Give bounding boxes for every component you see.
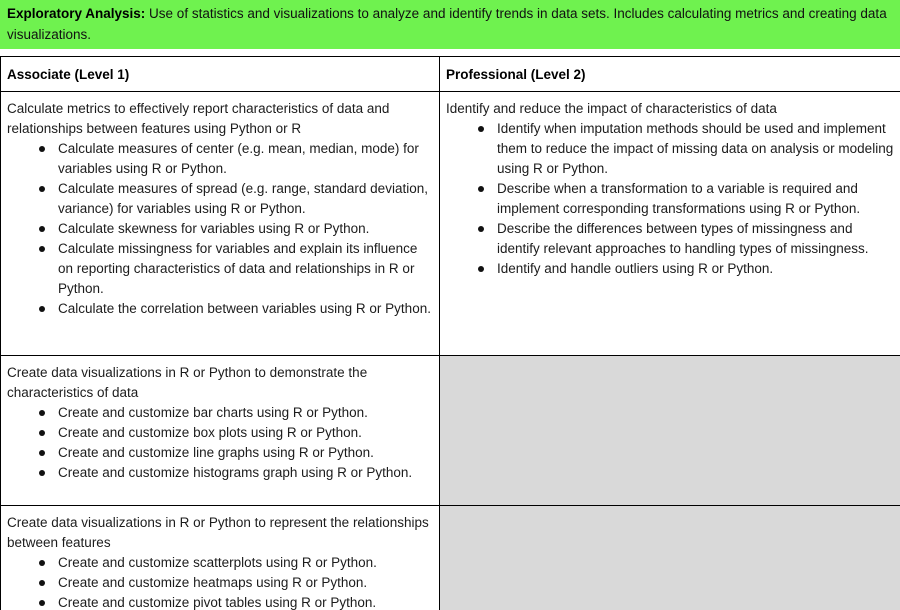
skill-intro-text: Calculate metrics to effectively report characteristics of data and relationships between features using Python or R: [7, 101, 390, 136]
skill-bullet-list: [7, 553, 433, 610]
table-header-row: [1, 57, 900, 92]
skill-bullet-item: Create and customize line graphs using R or Python.: [58, 443, 433, 463]
skill-bullet-list: [7, 139, 433, 319]
column-header-associate-level-1: Associate (Level 1): [1, 57, 440, 92]
column-header-professional-level-2: Professional (Level 2): [440, 57, 900, 92]
table-row: [1, 92, 900, 356]
skill-bullet-item: Create and customize bar charts using R or Python.: [58, 403, 433, 423]
skill-cell-left: [1, 506, 440, 610]
skill-bullet-item: Calculate skewness for variables using R or Python.: [58, 219, 433, 239]
skill-bullet-item: Calculate missingness for variables and explain its influence on reporting characteristics of data and relationships in R or Python.: [58, 239, 433, 299]
section-title: Exploratory Analysis:: [7, 6, 146, 21]
section-header-banner: [0, 0, 900, 49]
skill-bullet-item: Identify and handle outliers using R or Python.: [497, 259, 894, 279]
skill-intro-text: Identify and reduce the impact of characteristics of data: [446, 101, 777, 116]
skill-bullet-item: Create and customize heatmaps using R or Python.: [58, 573, 433, 593]
skill-bullet-item: Describe the differences between types of missingness and identify relevant approaches to handling types of missingness.: [497, 219, 894, 259]
skill-bullet-item: Create and customize histograms graph using R or Python.: [58, 463, 433, 483]
skill-cell-right: [440, 506, 900, 610]
table-row: [1, 506, 900, 610]
table-row: [1, 356, 900, 506]
skill-bullet-item: Create and customize scatterplots using R or Python.: [58, 553, 433, 573]
skill-bullet-item: Identify when imputation methods should be used and implement them to reduce the impact of missing data on analysis or modeling using R or Python.: [497, 119, 894, 179]
skill-bullet-list: [7, 403, 433, 483]
skill-cell-right: [440, 92, 900, 356]
skill-cell-right: [440, 356, 900, 506]
skill-bullet-item: Create and customize box plots using R or Python.: [58, 423, 433, 443]
skill-bullet-item: Calculate measures of spread (e.g. range, standard deviation, variance) for variables using R or Python.: [58, 179, 433, 219]
skills-matrix-table: [0, 56, 900, 610]
skill-bullet-item: Calculate measures of center (e.g. mean, median, mode) for variables using R or Python.: [58, 139, 433, 179]
skills-table-body: [1, 92, 900, 610]
skill-bullet-list: [446, 119, 894, 279]
skill-cell-left: [1, 356, 440, 506]
skill-bullet-item: Calculate the correlation between variables using R or Python.: [58, 299, 433, 319]
section-description: Use of statistics and visualizations to analyze and identify trends in data sets. Includes calculating metrics and creating data visualizations.: [7, 6, 887, 42]
skill-intro-text: Create data visualizations in R or Python to demonstrate the characteristics of data: [7, 365, 368, 400]
skill-intro-text: Create data visualizations in R or Python to represent the relationships between features: [7, 515, 429, 550]
skill-cell-left: [1, 92, 440, 356]
skill-bullet-item: Create and customize pivot tables using R or Python.: [58, 593, 433, 610]
skill-bullet-item: Describe when a transformation to a variable is required and implement corresponding transformations using R or Python.: [497, 179, 894, 219]
